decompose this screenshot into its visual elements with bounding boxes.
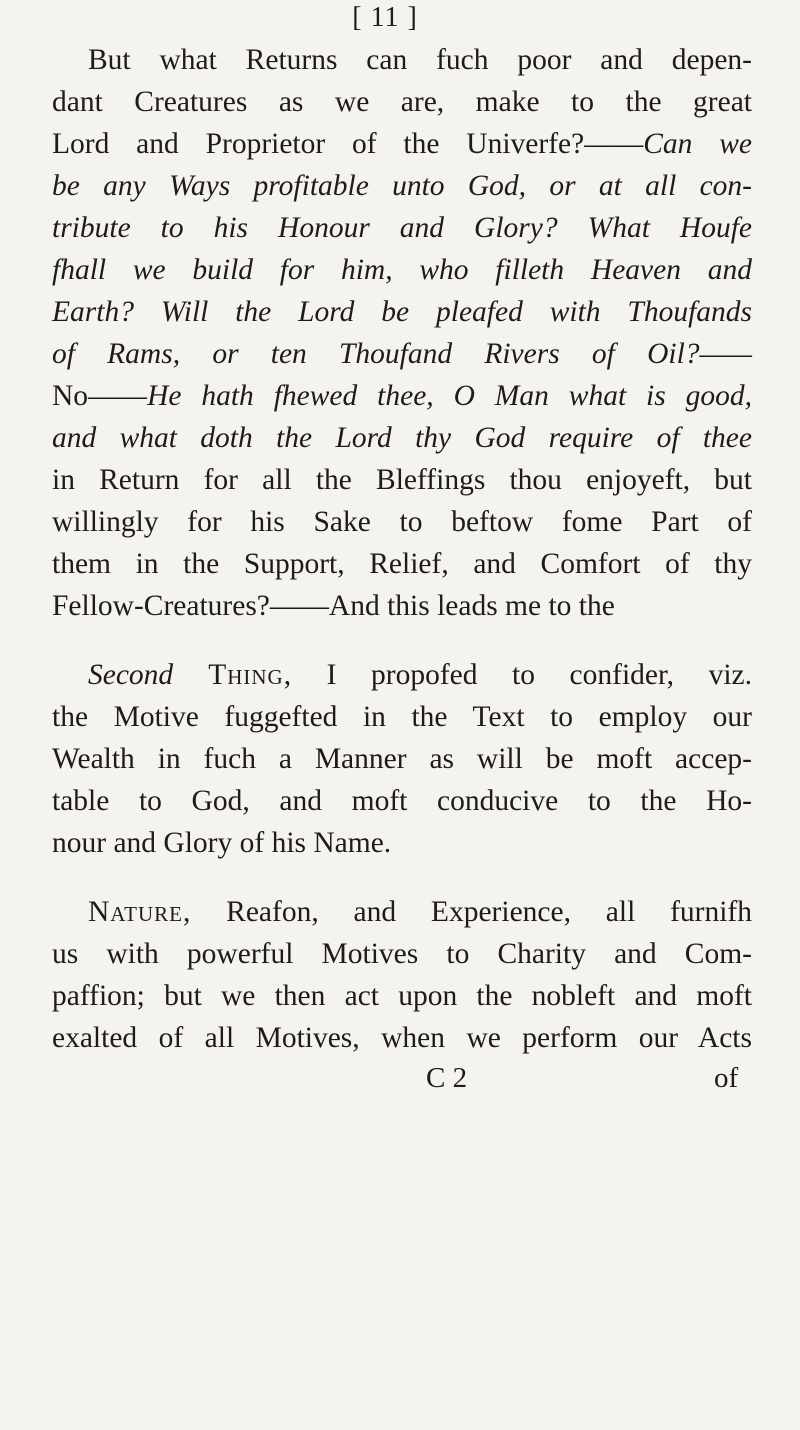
signature-mark: C 2	[426, 1062, 468, 1094]
line-text: paffion; but we then act upon the nobleft and moft	[52, 980, 752, 1012]
text-line	[52, 934, 752, 974]
line-text: dant Creatures as we are, make to the great	[52, 86, 752, 118]
line-italic: of Rams, or ten Thoufand Rivers of Oil?——	[52, 338, 752, 370]
line-text: the Motive fuggefted in the Text to employ our	[52, 701, 752, 733]
line-text: I propofed to confider, viz.	[292, 659, 752, 691]
line-text: willingly for his Sake to beftow fome Part of	[52, 506, 752, 538]
text-line	[88, 892, 752, 932]
line-smallcaps: Nature,	[88, 896, 192, 928]
text-line	[52, 418, 752, 458]
catchword: of	[714, 1062, 739, 1094]
text-line	[52, 292, 752, 332]
text-line	[88, 655, 752, 695]
line-italic: Second	[88, 659, 174, 691]
text-line	[88, 40, 752, 80]
line-italic: fhall we build for him, who filleth Heaven and	[52, 254, 752, 286]
line-text: us with powerful Motives to Charity and Com-	[52, 938, 752, 970]
text-line	[52, 697, 752, 737]
text-line	[52, 376, 752, 416]
line-text: No——	[52, 380, 148, 412]
text-line	[52, 124, 752, 164]
line-smallcaps: Thing,	[173, 659, 293, 691]
line-text: But what Returns can fuch poor and depen-	[88, 44, 752, 76]
line-italic: Earth? Will the Lord be pleafed with Thoufands	[52, 296, 752, 328]
line-text: Reafon, and Experience, all furnifh	[191, 896, 752, 928]
line-italic: He hath fhewed thee, O Man what is good,	[147, 380, 752, 412]
line-italic: Can we	[643, 128, 753, 160]
text-line	[52, 166, 752, 206]
text-line	[52, 502, 752, 542]
text-line	[52, 781, 752, 821]
text-line	[52, 586, 752, 626]
text-line	[52, 823, 752, 863]
text-line	[52, 250, 752, 290]
text-line	[52, 82, 752, 122]
page-number: [ 11 ]	[352, 2, 418, 33]
line-text: Fellow-Creatures?——And this leads me to the	[52, 590, 615, 622]
line-italic: be any Ways profitable unto God, or at all con-	[52, 170, 752, 202]
line-text: nour and Glory of his Name.	[52, 827, 392, 859]
text-line	[52, 739, 752, 779]
line-text: in Return for all the Bleffings thou enjoyeft, but	[52, 464, 752, 496]
line-italic: and what doth the Lord thy God require of thee	[52, 422, 752, 454]
line-text: table to God, and moft conducive to the Ho-	[52, 785, 752, 817]
text-line	[52, 1018, 752, 1058]
line-text: Wealth in fuch a Manner as will be moft accep-	[52, 743, 752, 775]
text-line	[52, 544, 752, 584]
text-line	[52, 460, 752, 500]
text-line	[52, 334, 752, 374]
line-text: Lord and Proprietor of the Univerfe?——	[52, 128, 644, 160]
line-italic: tribute to his Honour and Glory? What Houfe	[52, 212, 752, 244]
line-text: them in the Support, Relief, and Comfort of thy	[52, 548, 752, 580]
text-line	[52, 208, 752, 248]
line-text: exalted of all Motives, when we perform our Acts	[52, 1022, 752, 1054]
text-line	[52, 976, 752, 1016]
